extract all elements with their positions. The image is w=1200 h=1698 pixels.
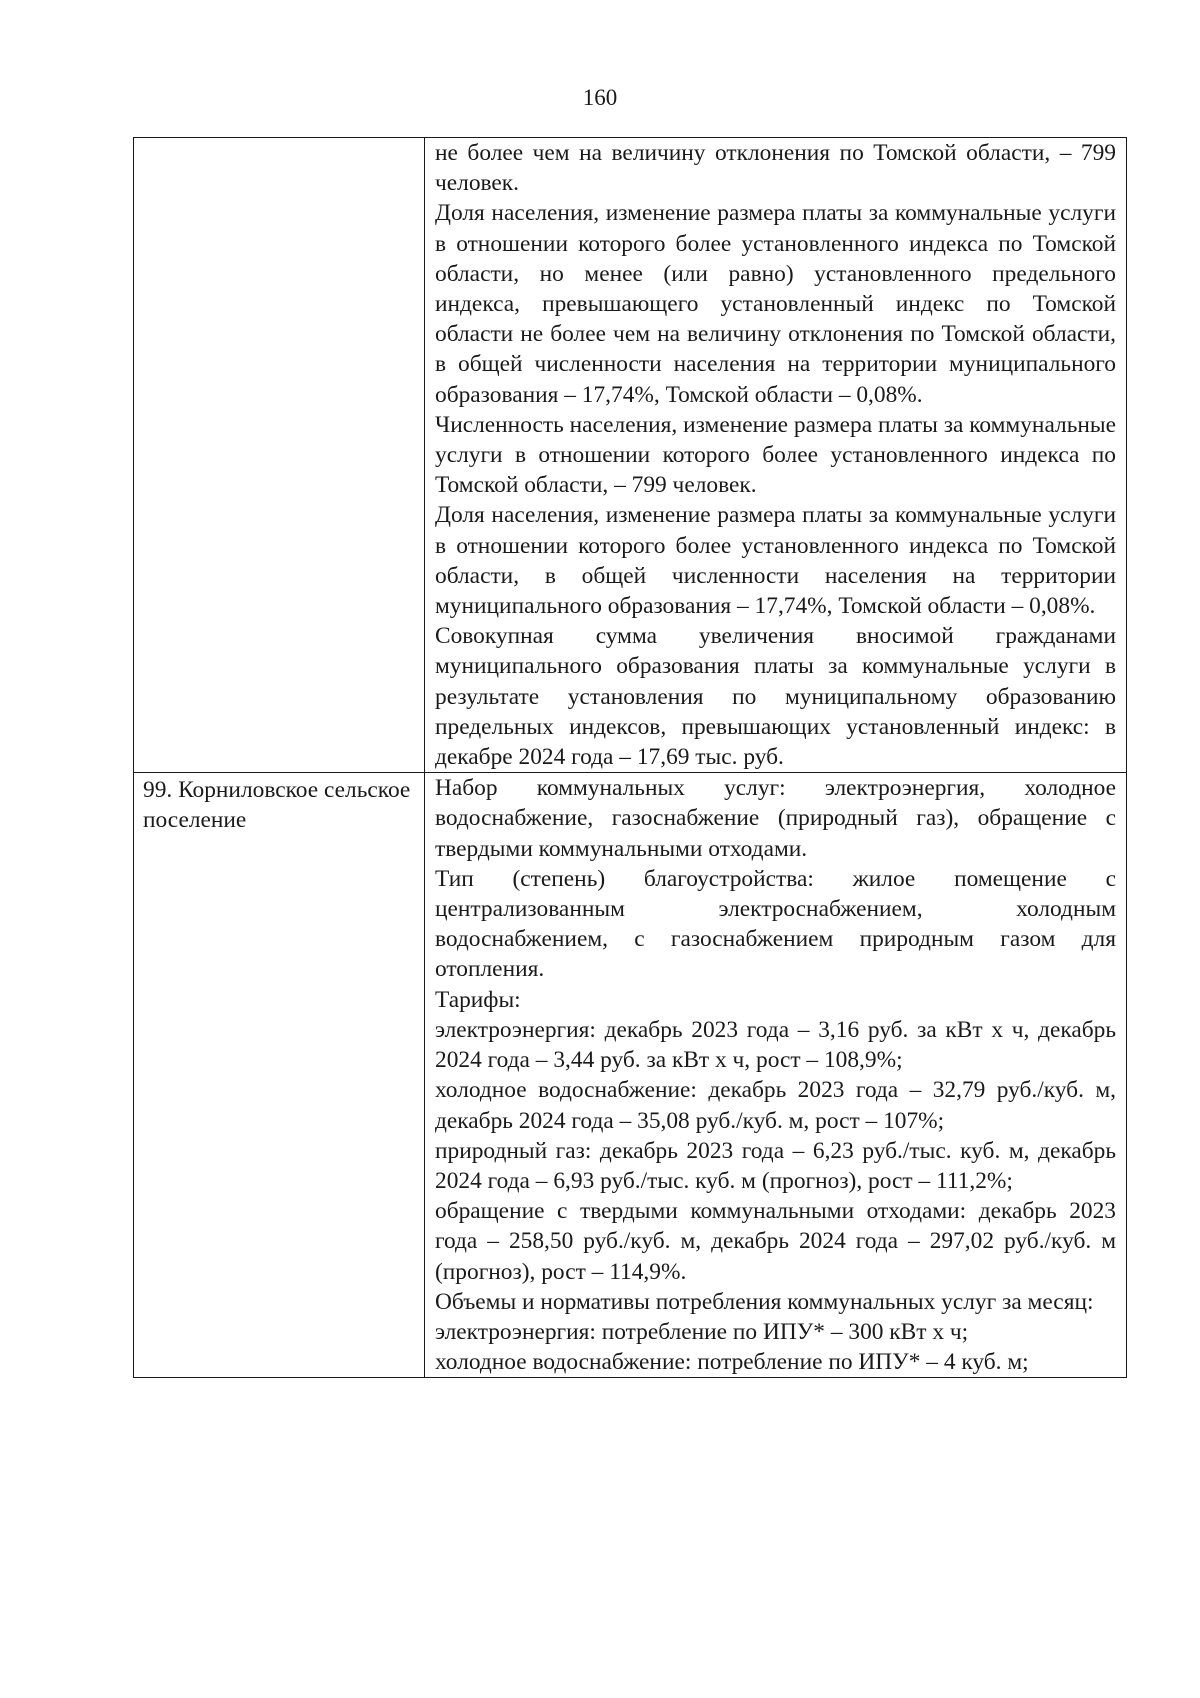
description-cell: [425, 773, 1127, 1378]
paragraph: Набор коммунальных услуг: электроэнергия, холодное водоснабжение, газоснабжение (природный газ), обращение с твердыми коммунальными отходами.: [435, 775, 1116, 862]
paragraph: холодное водоснабжение: потребление по ИПУ* – 4 куб. м;: [435, 1349, 1029, 1376]
table-row: [134, 773, 1127, 1378]
paragraph: обращение с твердыми коммунальными отходами: декабрь 2023 года – 258,50 руб./куб. м, декабрь 2024 года – 297,02 руб./куб. м (прогноз), рост – 114,9%.: [435, 1198, 1116, 1285]
paragraph: природный газ: декабрь 2023 года – 6,23 руб./тыс. куб. м, декабрь 2024 года – 6,93 руб./тыс. куб. м (прогноз), рост – 111,2%;: [435, 1137, 1116, 1194]
page-number: 160: [582, 85, 618, 110]
paragraph: Объемы и нормативы потребления коммунальных услуг за месяц:: [435, 1288, 1094, 1315]
paragraph: Совокупная сумма увеличения вносимой гражданами муниципального образования платы за коммунальные услуги в результате установления по муниципальному образованию предельных индексов, превышающих установленный индекс: в декабре 2024 года – 17,69 тыс. руб.: [435, 623, 1116, 771]
data-table: [133, 137, 1127, 1378]
paragraph: Тип (степень) благоустройства: жилое помещение с централизованным электроснабжением, холодным водоснабжением, с газоснабжением природным газом для отопления.: [435, 865, 1116, 983]
paragraph: Доля населения, изменение размера платы за коммунальные услуги в отношении которого более установленного индекса по Томской области, в общей численности населения на территории муниципального образования – 17,74%, Томской области – 0,08%.: [435, 502, 1116, 620]
municipality-cell: [134, 773, 425, 1378]
municipality-cell: [134, 138, 425, 773]
description-cell: [425, 138, 1127, 773]
paragraph: Тарифы:: [435, 986, 521, 1013]
municipality-name: 99. Корниловское сельское поселение: [143, 777, 411, 834]
paragraph: электроэнергия: декабрь 2023 года – 3,16 руб. за кВт х ч, декабрь 2024 года – 3,44 руб. за кВт х ч, рост – 108,9%;: [435, 1016, 1116, 1074]
paragraph: электроэнергия: потребление по ИПУ* – 300 кВт х ч;: [435, 1318, 969, 1345]
paragraph: Численность населения, изменение размера платы за коммунальные услуги в отношении которого более установленного индекса по Томской области, – 799 человек.: [435, 411, 1116, 499]
paragraph: не более чем на величину отклонения по Томской области, – 799 человек.: [435, 140, 1116, 197]
paragraph: Доля населения, изменение размера платы за коммунальные услуги в отношении которого более установленного индекса по Томской области, но менее (или равно) установленного предельного индекса, превышающего установленный индекс по Томской области не более чем на величину отклонения по Томской области, в общей численности населения на территории муниципального образования – 17,74%, Томской области – 0,08%.: [435, 200, 1116, 408]
paragraph: холодное водоснабжение: декабрь 2023 года – 32,79 руб./куб. м, декабрь 2024 года – 35,08 руб./куб. м, рост – 107%;: [435, 1077, 1116, 1134]
table-row: [134, 138, 1127, 773]
